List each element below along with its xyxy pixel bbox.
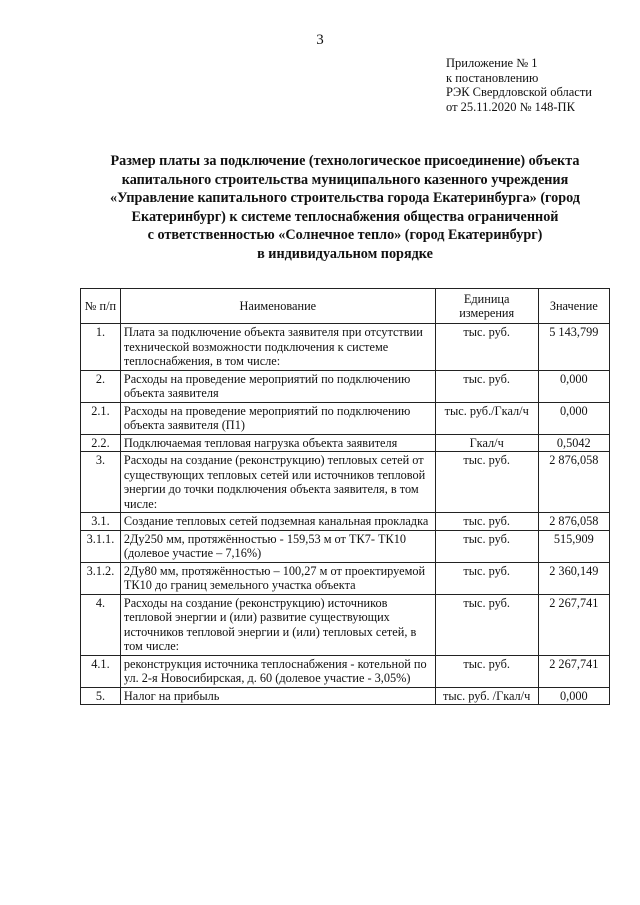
row-unit: тыс. руб. bbox=[435, 530, 538, 562]
fee-table bbox=[80, 288, 610, 705]
row-unit: тыс. руб. bbox=[435, 594, 538, 655]
header-unit: Единица измерения bbox=[435, 289, 538, 324]
appendix-block bbox=[446, 56, 592, 114]
row-num: 3.1.1. bbox=[81, 530, 121, 562]
row-value: 0,5042 bbox=[538, 434, 609, 452]
row-value: 0,000 bbox=[538, 402, 609, 434]
row-num: 3.1.2. bbox=[81, 562, 121, 594]
table-row bbox=[81, 324, 610, 371]
row-unit: тыс. руб. bbox=[435, 452, 538, 513]
row-value: 2 876,058 bbox=[538, 513, 609, 531]
table-row bbox=[81, 370, 610, 402]
appendix-line: от 25.11.2020 № 148-ПК bbox=[446, 99, 575, 114]
table-row bbox=[81, 530, 610, 562]
row-name: 2Ду80 мм, протяжённостью – 100,27 м от проектируемой ТК10 до границ земельного участка объекта bbox=[120, 562, 435, 594]
table-row bbox=[81, 687, 610, 705]
table-row bbox=[81, 513, 610, 531]
row-name: Расходы на создание (реконструкцию) источников тепловой энергии и (или) развитие существующих источников тепловой энергии и (или) тепловых сетей, в том числе: bbox=[120, 594, 435, 655]
table-row bbox=[81, 655, 610, 687]
row-value: 2 267,741 bbox=[538, 655, 609, 687]
row-value: 5 143,799 bbox=[538, 324, 609, 371]
row-name: реконструкция источника теплоснабжения - котельной по ул. 2-я Новосибирская, д. 60 (долевое участие - 3,05%) bbox=[120, 655, 435, 687]
table-header bbox=[81, 289, 610, 324]
appendix-line: к постановлению bbox=[446, 70, 539, 85]
header-name: Наименование bbox=[120, 289, 435, 324]
row-value: 0,000 bbox=[538, 370, 609, 402]
row-name: Расходы на проведение мероприятий по подключению объекта заявителя (П1) bbox=[120, 402, 435, 434]
page-number: 3 bbox=[316, 32, 324, 48]
row-unit: Гкал/ч bbox=[435, 434, 538, 452]
title-line: «Управление капитального строительства города Екатеринбурга» (город bbox=[110, 190, 580, 207]
row-unit: тыс. руб. bbox=[435, 562, 538, 594]
table-row bbox=[81, 402, 610, 434]
row-unit: тыс. руб. /Гкал/ч bbox=[435, 687, 538, 705]
row-unit: тыс. руб. bbox=[435, 370, 538, 402]
title-line: с ответственностью «Солнечное тепло» (город Екатеринбург) bbox=[147, 227, 543, 244]
row-num: 2.1. bbox=[81, 402, 121, 434]
row-num: 1. bbox=[81, 324, 121, 371]
title-line: Размер платы за подключение (технологическое присоединение) объекта bbox=[110, 153, 580, 169]
row-name: Подключаемая тепловая нагрузка объекта заявителя bbox=[120, 434, 435, 452]
row-unit: тыс. руб./Гкал/ч bbox=[435, 402, 538, 434]
row-name: Плата за подключение объекта заявителя при отсутствии технической возможности подключения к системе теплоснабжения, в том числе: bbox=[120, 324, 435, 371]
row-name: 2Ду250 мм, протяжённостью - 159,53 м от ТК7- ТК10 (долевое участие – 7,16%) bbox=[120, 530, 435, 562]
table-row bbox=[81, 594, 610, 655]
title-line: капитального строительства муниципального казенного учреждения bbox=[121, 171, 569, 188]
row-unit: тыс. руб. bbox=[435, 324, 538, 371]
row-name: Расходы на создание (реконструкцию) тепловых сетей от существующих тепловых сетей или источников тепловой энергии до точки подключения объекта заявителя, в том числе: bbox=[120, 452, 435, 513]
row-unit: тыс. руб. bbox=[435, 655, 538, 687]
table-row bbox=[81, 452, 610, 513]
title-line: Екатеринбург) к системе теплоснабжения общества ограниченной bbox=[131, 208, 559, 225]
row-name: Расходы на проведение мероприятий по подключению объекта заявителя bbox=[120, 370, 435, 402]
header-value: Значение bbox=[538, 289, 609, 324]
row-num: 2. bbox=[81, 370, 121, 402]
row-unit: тыс. руб. bbox=[435, 513, 538, 531]
header-row bbox=[81, 289, 610, 324]
row-value: 515,909 bbox=[538, 530, 609, 562]
table-row bbox=[81, 562, 610, 594]
header-num: № п/п bbox=[81, 289, 121, 324]
appendix-line: Приложение № 1 bbox=[446, 56, 538, 70]
row-num: 3.1. bbox=[81, 513, 121, 531]
table-row bbox=[81, 434, 610, 452]
row-value: 2 876,058 bbox=[538, 452, 609, 513]
row-num: 3. bbox=[81, 452, 121, 513]
row-name: Создание тепловых сетей подземная канальная прокладка bbox=[120, 513, 435, 531]
row-num: 4. bbox=[81, 594, 121, 655]
document-title bbox=[80, 152, 610, 264]
title-line: в индивидуальном порядке bbox=[257, 245, 433, 262]
row-value: 2 360,149 bbox=[538, 562, 609, 594]
table-body bbox=[81, 324, 610, 705]
row-name: Налог на прибыль bbox=[120, 687, 435, 705]
row-value: 0,000 bbox=[538, 687, 609, 705]
row-num: 2.2. bbox=[81, 434, 121, 452]
row-value: 2 267,741 bbox=[538, 594, 609, 655]
row-num: 4.1. bbox=[81, 655, 121, 687]
row-num: 5. bbox=[81, 687, 121, 705]
appendix-line: РЭК Свердловской области bbox=[446, 85, 592, 99]
